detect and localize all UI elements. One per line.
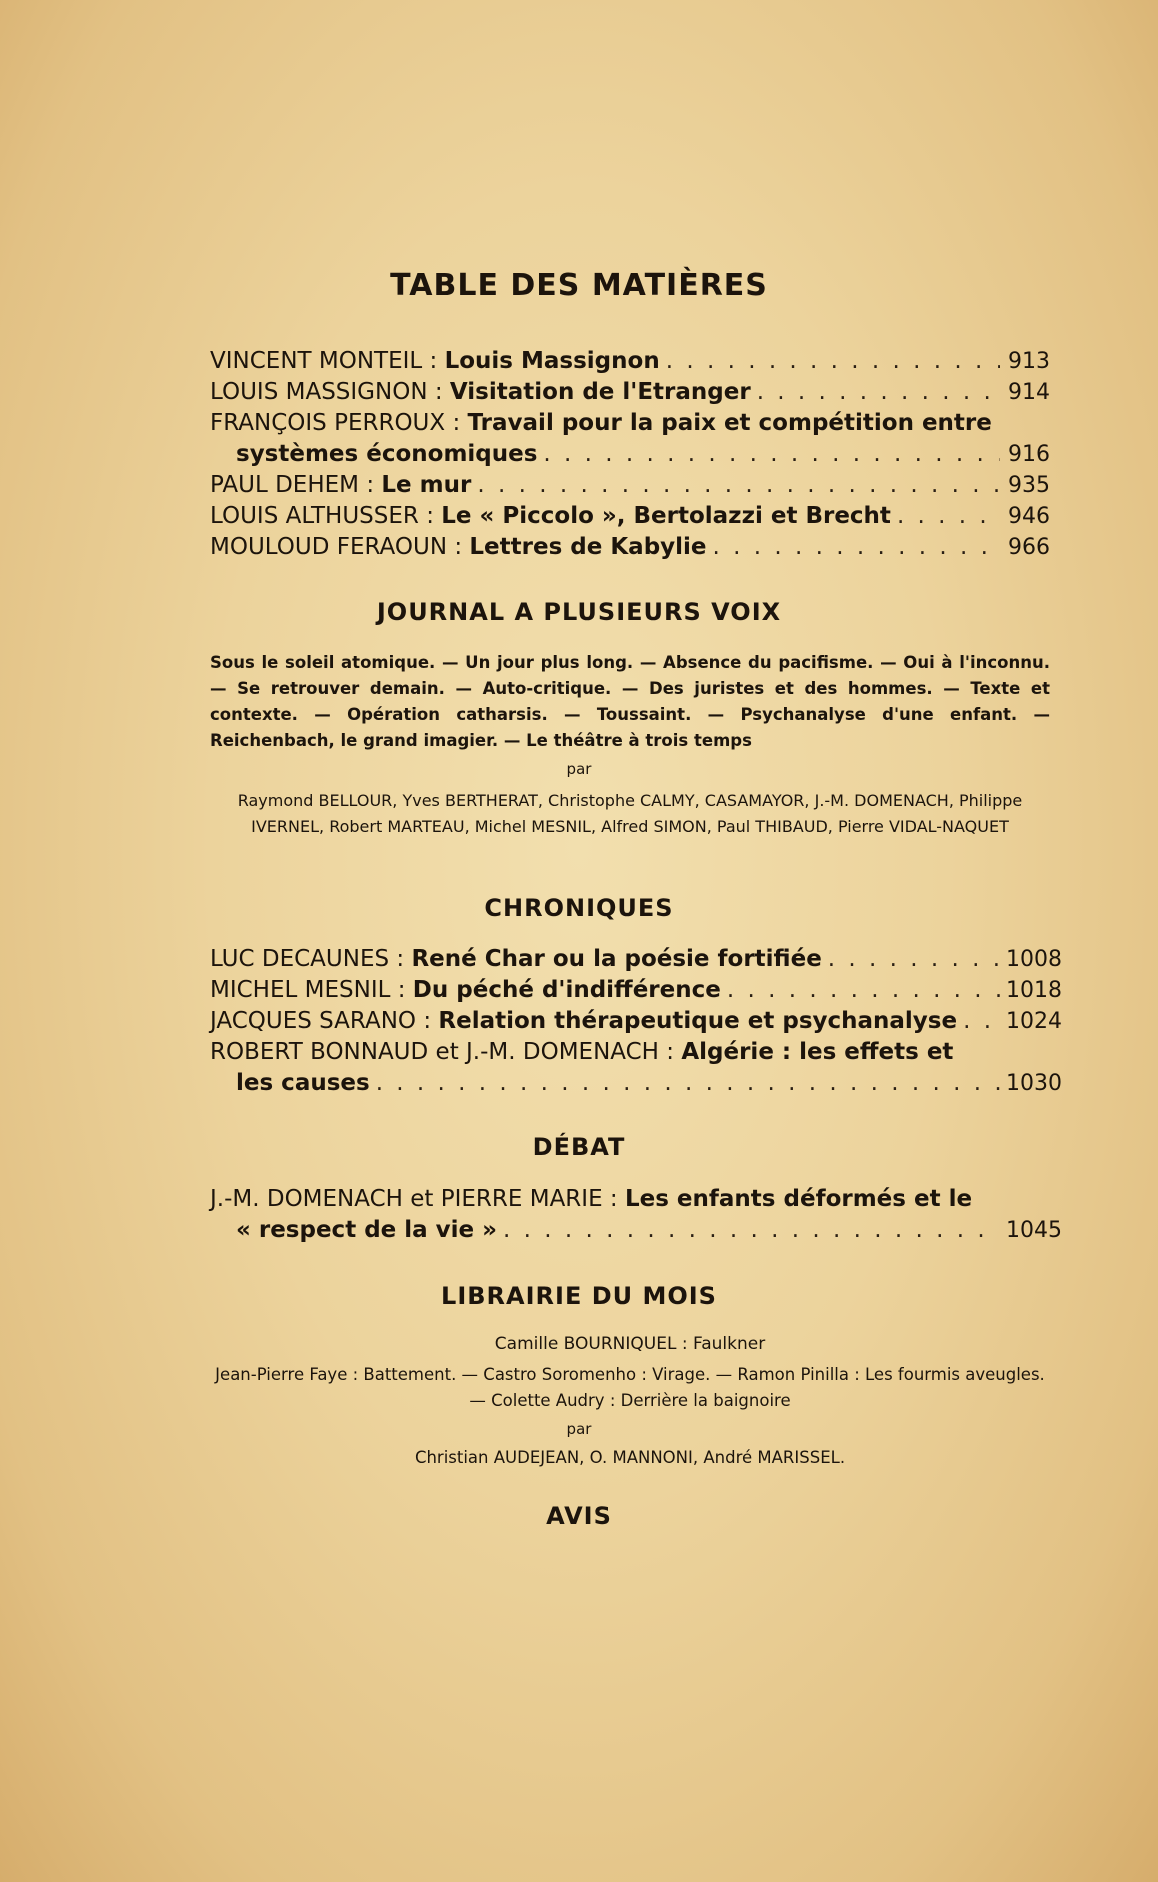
entry-title: Relation thérapeutique et psychanalyse bbox=[438, 1008, 958, 1034]
toc-entry-cont bbox=[210, 441, 1050, 472]
journal-par: par bbox=[566, 760, 592, 778]
entry-page: 935 bbox=[1008, 473, 1050, 498]
entry-author: ROBERT BONNAUD et J.-M. DOMENACH bbox=[210, 1039, 659, 1065]
entry-title: Algérie : les effets et bbox=[681, 1039, 954, 1065]
entry-author: LUC DECAUNES bbox=[210, 946, 390, 972]
chroniques-list bbox=[210, 946, 1062, 1101]
entry-author: PAUL DEHEM bbox=[210, 472, 360, 498]
entry-page: 1030 bbox=[1006, 1071, 1062, 1096]
debat-list bbox=[210, 1186, 1062, 1248]
entry-author: VINCENT MONTEIL bbox=[210, 348, 423, 374]
toc-entry-cont bbox=[210, 1070, 1062, 1101]
entry-author: MOULOUD FERAOUN bbox=[210, 534, 448, 560]
entry-author: FRANÇOIS PERROUX bbox=[210, 410, 446, 436]
toc-entry: J.-M. DOMENACH et PIERRE MARIE : Les enfants déformés et le bbox=[210, 1186, 973, 1212]
toc-entry-cont bbox=[210, 1217, 1062, 1248]
entry-page: 1018 bbox=[1006, 978, 1062, 1003]
toc-entry: JACQUES SARANO : Relation thérapeutique et psychanalyse . . . 1024 bbox=[210, 1008, 1050, 1039]
entry-page: 1045 bbox=[1006, 1218, 1062, 1243]
entry-title-cont: systèmes économiques bbox=[236, 441, 538, 467]
entry-title: Visitation de l'Etranger bbox=[449, 379, 751, 405]
articles-list bbox=[210, 348, 1050, 565]
toc-entry: LUC DECAUNES : René Char ou la poésie fortifiée . . . 1008 bbox=[210, 946, 1050, 977]
entry-title: Le « Piccolo », Bertolazzi et Brecht bbox=[441, 503, 891, 529]
toc-entry: ROBERT BONNAUD et J.-M. DOMENACH : Algérie : les effets et bbox=[210, 1039, 954, 1065]
section-heading-chroniques: CHRONIQUES bbox=[484, 894, 674, 922]
entry-author: LOUIS MASSIGNON bbox=[210, 379, 428, 405]
librairie-line1: Camille BOURNIQUEL : Faulkner bbox=[494, 1334, 766, 1354]
entry-page: 913 bbox=[1008, 349, 1050, 374]
entry-title: René Char ou la poésie fortifiée bbox=[411, 946, 822, 972]
toc-entry: LOUIS ALTHUSSER : Le « Piccolo », Bertolazzi et Brecht . . . 946 bbox=[210, 503, 1050, 534]
entry-author: JACQUES SARANO bbox=[210, 1008, 417, 1034]
page-title: TABLE DES MATIÈRES bbox=[390, 268, 768, 303]
journal-contributors: Raymond BELLOUR, Yves BERTHERAT, Christophe CALMY, CASAMAYOR, J.-M. DOMENACH, Philippe IVERNEL, Robert MARTEAU, Michel MESNIL, Alfred SIMON, Paul THIBAUD, Pierre VIDAL-NAQUET bbox=[237, 791, 1023, 836]
section-heading-debat: DÉBAT bbox=[532, 1133, 626, 1161]
entry-title: Les enfants déformés et le bbox=[624, 1186, 973, 1212]
toc-entry: MOULOUD FERAOUN : Lettres de Kabylie . . . 966 bbox=[210, 534, 1050, 565]
librairie-par: par bbox=[566, 1420, 592, 1438]
entry-page: 1024 bbox=[1006, 1009, 1062, 1034]
toc-entry: MICHEL MESNIL : Du péché d'indifférence . . . 1018 bbox=[210, 977, 1050, 1008]
toc-entry: PAUL DEHEM : Le mur . . . 935 bbox=[210, 472, 1050, 503]
entry-title-cont: les causes bbox=[236, 1070, 370, 1096]
section-heading-journal: JOURNAL A PLUSIEURS VOIX bbox=[376, 598, 782, 626]
entry-title: Du péché d'indifférence bbox=[412, 977, 721, 1003]
toc-entry: LOUIS MASSIGNON : Visitation de l'Etranger . . . 914 bbox=[210, 379, 1050, 410]
toc-entry: VINCENT MONTEIL : Louis Massignon . . . 913 bbox=[210, 348, 1050, 379]
entry-page: 946 bbox=[1008, 504, 1050, 529]
section-heading-avis: AVIS bbox=[546, 1502, 612, 1530]
librairie-contributors: Christian AUDEJEAN, O. MANNONI, André MARISSEL. bbox=[414, 1448, 846, 1467]
journal-topics: Sous le soleil atomique. — Un jour plus long. — Absence du pacifisme. — Oui à l'inconnu. — Se retrouver demain. — Auto-critique. — Des juristes et des hommes. — Texte et contexte. — Opération catharsis. — Toussaint. — Psychanalyse d'une enfant. — Reichenbach, le grand imagier. — Le théâtre à trois temps bbox=[210, 653, 1050, 750]
entry-author: J.-M. DOMENACH et PIERRE MARIE bbox=[210, 1186, 603, 1212]
toc-entry: FRANÇOIS PERROUX : Travail pour la paix et compétition entre bbox=[210, 410, 992, 436]
entry-page: 1008 bbox=[1006, 947, 1062, 972]
entry-page: 966 bbox=[1008, 535, 1050, 560]
entry-title: Louis Massignon bbox=[444, 348, 660, 374]
entry-title: Lettres de Kabylie bbox=[469, 534, 707, 560]
librairie-line2: Jean-Pierre Faye : Battement. — Castro Soromenho : Virage. — Ramon Pinilla : Les fourmis aveugles. — Colette Audry : Derrière la baignoire bbox=[215, 1365, 1045, 1410]
entry-page: 914 bbox=[1008, 380, 1050, 405]
entry-author: LOUIS ALTHUSSER bbox=[210, 503, 419, 529]
entry-title: Travail pour la paix et compétition entre bbox=[467, 410, 992, 436]
section-heading-librairie: LIBRAIRIE DU MOIS bbox=[441, 1282, 717, 1310]
entry-page: 916 bbox=[1008, 442, 1050, 467]
entry-title-cont: « respect de la vie » bbox=[236, 1217, 498, 1243]
entry-title: Le mur bbox=[381, 472, 472, 498]
entry-author: MICHEL MESNIL bbox=[210, 977, 391, 1003]
